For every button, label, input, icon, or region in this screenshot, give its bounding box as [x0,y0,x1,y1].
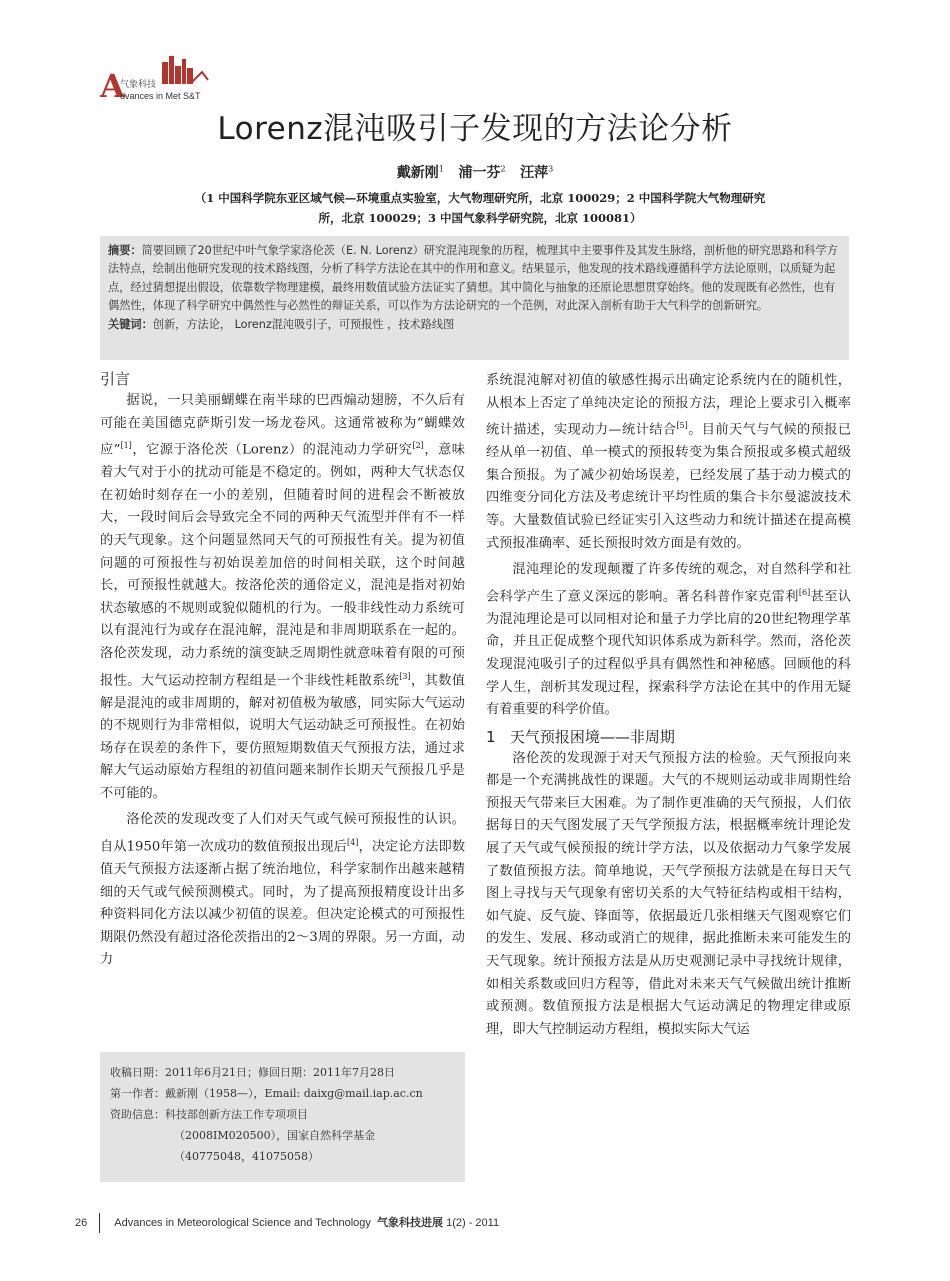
logo-en: dvances in Met S&T [120,91,201,101]
footnote-box: 收稿日期：2011年6月21日；修回日期：2011年7月28日 第一作者：戴新刚（1958—），Email: daixg@mail.iap.ac.cn 资助信息：科技部创新方法工作专项项目 （2008IM020500），国家自然科学基金 （40775048，41075058） [100,1052,465,1182]
author-3: 汪萍 [520,165,549,181]
journal-logo [100,52,220,105]
logo-letter: A [100,67,125,105]
page-number: 26 [75,1216,88,1229]
logo-cn: 气象科技 [120,80,157,90]
keywords-label: 关键词： [108,317,153,331]
funding: 资助信息：科技部创新方法工作专项项目 [110,1108,308,1121]
left-column [100,368,465,972]
author-1: 戴新刚 [396,165,439,181]
abstract-label: 摘要： [108,244,142,257]
paper-title: Lorenz混沌吸引子发现的方法论分析 [217,111,733,147]
abstract-box [100,236,849,360]
paragraph: 系统混沌解对初值的敏感性揭示出确定论系统内在的随机性，从根本上否定了单纯决定论的预报方法，理论上要求引入概率统计描述，实现动力—统计结合[5]。目前天气与气候的预报已经从单一初值、单一模式的预报转变为集合预报或多模式超级集合预报。为了减少初始场误差，已经发展了基于动力模式的四维变分同化方法及考虑统计平均性质的集合卡尔曼滤波技术等。大量数值试验已经证实引入这些动力和统计描述在提高模式预报准确率、延长预报时效方面是有效的。 [486,373,852,551]
author-2: 浦一芬 [458,165,501,181]
section-heading: 1 天气预报困境——非周期 [486,727,675,746]
first-author: 第一作者：戴新刚（1958—），Email: daixg@mail.iap.ac.cn [110,1087,423,1100]
skyline-icon [158,52,210,84]
paragraph: 洛伦茨的发现源于对天气预报方法的检验。天气预报向来都是一个充满挑战性的课题。大气的不规则运动或非周期性给预报天气带来巨大困难。为了制作更准确的天气预报，人们依据每日的天气图发展了天气学预报方法，根据概率统计理论发展了天气或气候预报的统计学方法，以及依据动力气象学发展了数值预报方法。简单地说，天气学预报方法就是在每日天气图上寻找与天气现象有密切关系的大气特征结构或相干结构，如气旋、反气旋、锋面等，依据最近几张相继天气图观察它们的发生、发展、移动或消亡的规律，据此推断未来可能发生的天气现象。统计预报方法是从历史观测记录中寻找统计规律，如相关系数或回归方程等，借此对未来天气气候做出统计推断或预测。数值预报方法是根据大气运动满足的物理定律或原理，即大气控制运动方程组，模拟实际大气运 [486,750,851,1037]
journal-name-en: Advances in Meteorological Science and Technology [114,1216,371,1229]
affiliations: （1 中国科学院东亚区域气候—环境重点实验室，大气物理研究所，北京 100029；2 中国科学院大气物理研究 所，北京 100029；3 中国气象科学研究院，北京 100081） [194,191,766,225]
paragraph: 混沌理论的发现颠覆了许多传统的观念，对自然科学和社会科学产生了意义深远的影响。著名科普作家克雷利[6]甚至认为混沌理论是可以同相对论和量子力学比肩的20世纪物理学革命，并且正促成整个现代知识体系成为新科学。然而，洛伦茨发现混沌吸引子的过程似乎具有偶然性和神秘感。回顾他的科学人生，剖析其发现过程，探索科学方法论在其中的作用无疑有着重要的科学价值。 [486,562,852,718]
intro-heading: 引言 [100,370,131,388]
page-footer [75,1213,499,1233]
paragraph: 据说，一只美丽蝴蝶在南半球的巴西煽动翅膀，不久后有可能在美国德克萨斯引发一场龙卷风。这通常被称为“蝴蝶效应”[1]，它源于洛伦茨（Lorenz）的混沌动力学研究[2]，意味着大气对于小的扰动可能是不稳定的。例如，两种大气状态仅在初始时刻存在一小的差别，但随着时间的进程会不断被放大，一段时间后会导致完全不同的两种天气流型并伴有不一样的天气现象。这个问题显然同天气的可预报性有关。提为初值问题的可预报性与初始误差加倍的时间相关联，这个时间越长，可预报性就越大。按洛伦茨的通俗定义，混沌是指对初始状态敏感的不规则或貌似随机的行为。一般非线性动力系统可以有混沌行为或存在混沌解，混沌是和非周期联系在一起的。洛伦茨发现，动力系统的演变缺乏周期性就意味着有限的可预报性。大气运动控制方程组是一个非线性耗散系统[3]，其数值解是混沌的或非周期的，解对初值极为敏感，同实际大气运动的不规则行为非常相似，说明大气运动缺乏可预报性。在初始场存在误差的条件下，要仿照短期数值天气预报方法，通过求解大气运动原始方程组的初值问题来制作长期天气预报几乎是不可能的。 [100,393,466,801]
issue: 1(2) - 2011 [446,1216,500,1229]
authors: 戴新刚$^1$ 浦一芬$^2$ 汪萍$^3$ [396,164,554,181]
keywords-text: 创新，方法论， Lorenz混沌吸引子，可预报性 ，技术路线图 [152,317,455,331]
journal-name-cn: 气象科技进展 [377,1215,444,1229]
received-date: 收稿日期：2011年6月21日；修回日期：2011年7月28日 [110,1066,395,1079]
abstract-text: 简要回顾了20世纪中叶气象学家洛伦茨（E. N. Lorenz）研究混沌现象的历程，梳理其中主要事件及其发生脉络，剖析他的研究思路和科学方法特点，绘制出他研究发现的技术路线图，分析了科学方法论在其中的作用和意义。结果显示，他发现的技术路线遵循科学方法论原则，以质疑为起点，经过猜想提出假设，依靠数学物理建模，最终用数值试验方法证实了猜想。其中简化与抽象的还原论思想贯穿始终。他的发现既有必然性，也有偶然性，体现了科学研究中偶然性与必然性的辩证关系，可以作为方法论研究的一个范例，对此深入剖析有助于大气科学的创新研究。 [108,244,838,313]
right-column [486,370,851,1041]
paragraph: 洛伦茨的发现改变了人们对天气或气候可预报性的认识。自从1950年第一次成功的数值预报出现后[4]，决定论方法即数值天气预报方法逐渐占据了统治地位，科学家制作出越来越精细的天气或气候预测模式。同时，为了提高预报精度设计出多种资料同化方法以减少初值的误差。但决定论模式的可预报性期限仍然没有超过洛伦茨指出的2～3周的界限。另一方面，动力 [100,812,466,968]
